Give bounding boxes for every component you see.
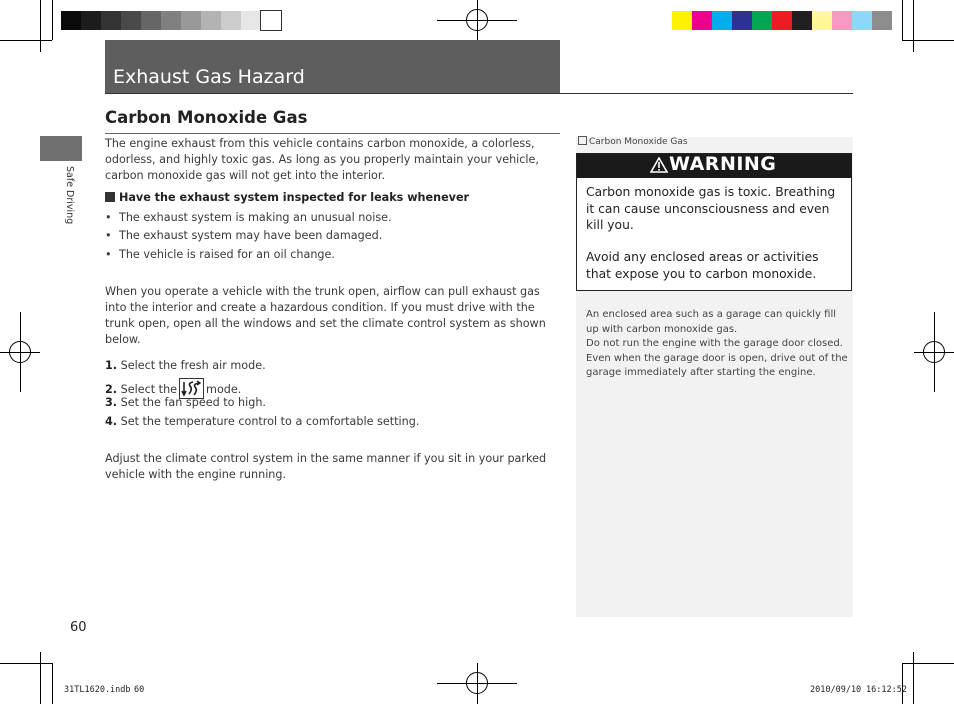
list-item: • The vehicle is raised for an oil change. <box>105 248 335 261</box>
color-swatch <box>832 11 852 30</box>
adjust-paragraph: Adjust the climate control system in the same manner if you sit in your parked vehicle with the engine running. <box>105 452 547 481</box>
color-swatch <box>141 11 161 30</box>
color-swatch <box>852 11 872 30</box>
footer-time: 16:12:52 <box>866 685 907 695</box>
sidebar-reference: Carbon Monoxide Gas <box>578 136 688 147</box>
page-number: 60 <box>70 620 87 635</box>
color-swatch <box>752 11 772 30</box>
chapter-label: Safe Driving <box>64 166 75 225</box>
warning-label: WARNING <box>669 153 777 175</box>
inspection-heading-text: Have the exhaust system inspected for leaks whenever <box>119 191 470 204</box>
square-bullet-icon <box>105 192 115 202</box>
airflow-paragraph: When you operate a vehicle with the trunk open, airflow can pull exhaust gas into the interior and create a hazardous condition. If you must drive with the trunk open, open all the windows and set the climate control system as shown below. <box>105 285 546 346</box>
color-swatch <box>732 11 752 30</box>
color-swatch <box>61 11 81 30</box>
footer-file: 31TL1620.indb <box>64 685 131 695</box>
sidebar-note: An enclosed area such as a garage can quickly fill up with carbon monoxide gas. Do not run the engine with the garage door closed. Even when the garage door is open, drive out of the garage immediately after starting the engine. <box>586 309 848 378</box>
color-swatch <box>201 11 221 30</box>
section-title: Carbon Monoxide Gas <box>105 108 308 127</box>
footer-date: 2010/09/10 <box>810 685 862 695</box>
inspection-heading <box>105 191 469 204</box>
color-swatch <box>712 11 732 30</box>
color-swatch <box>241 11 261 30</box>
list-item: • The exhaust system is making an unusual noise. <box>105 211 392 224</box>
reference-icon <box>578 136 587 145</box>
color-swatch <box>792 11 812 30</box>
step-item: 2. Select the mode. <box>105 378 241 399</box>
intro-paragraph: The engine exhaust from this vehicle contains carbon monoxide, a colorless, odorless, and highly toxic gas. As long as you properly maintain your vehicle, carbon monoxide gas will not get into the interior. <box>105 137 539 182</box>
color-swatch <box>181 11 201 30</box>
color-swatch <box>261 11 281 30</box>
color-swatch <box>81 11 101 30</box>
warning-triangle-icon <box>650 157 668 177</box>
color-swatch <box>121 11 141 30</box>
warning-text: Avoid any enclosed areas or activities that expose you to carbon monoxide. <box>586 250 819 281</box>
color-swatch <box>672 11 692 30</box>
color-swatch <box>221 11 241 30</box>
color-swatch <box>692 11 712 30</box>
chapter-tab <box>40 136 82 161</box>
header-divider <box>105 93 853 94</box>
color-swatch <box>812 11 832 30</box>
step-item: 4. Set the temperature control to a comfortable setting. <box>105 415 420 428</box>
color-swatch <box>772 11 792 30</box>
color-swatch <box>161 11 181 30</box>
step-item: 1. Select the fresh air mode. <box>105 359 266 372</box>
footer-page: 60 <box>134 685 145 695</box>
section-divider <box>105 133 560 134</box>
warning-text: Carbon monoxide gas is toxic. Breathing it can cause unconsciousness and even kill you. <box>586 185 836 232</box>
step-item: 3. Set the fan speed to high. <box>105 396 266 409</box>
list-item: • The exhaust system may have been damaged. <box>105 229 383 242</box>
color-swatch <box>101 11 121 30</box>
page-title: Exhaust Gas Hazard <box>113 66 305 88</box>
color-swatch <box>872 11 892 30</box>
